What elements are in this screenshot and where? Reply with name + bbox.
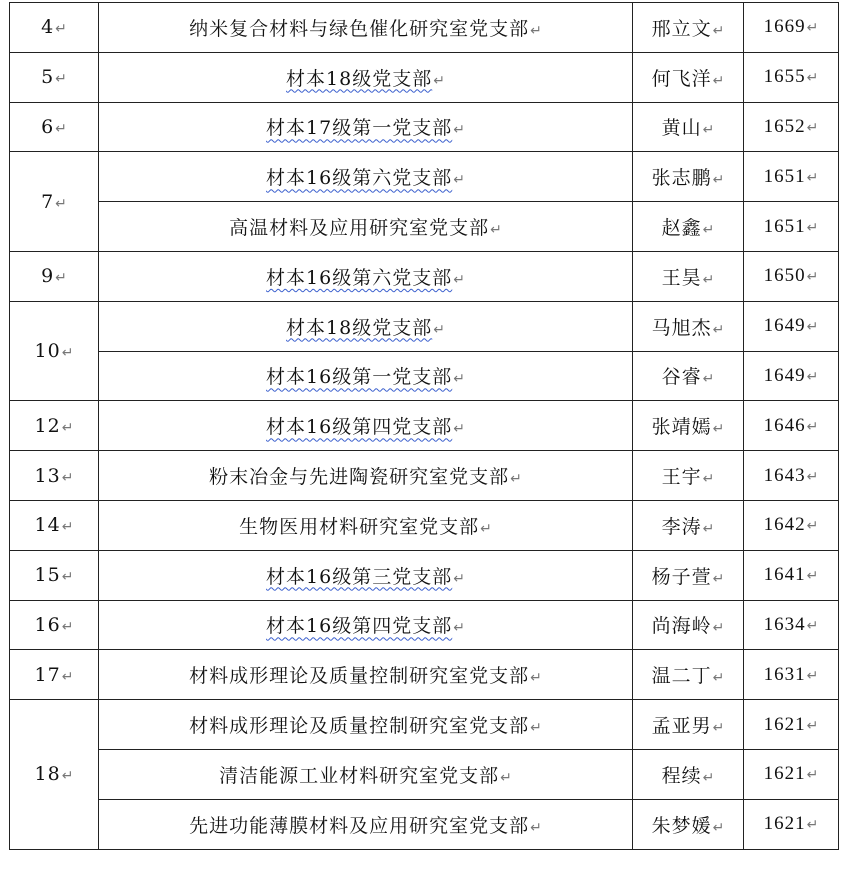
paragraph-mark-icon: ↵ — [453, 271, 465, 288]
paragraph-mark-icon: ↵ — [806, 518, 819, 535]
rank-cell — [10, 700, 99, 849]
paragraph-mark-icon: ↵ — [55, 270, 67, 287]
paragraph-mark-icon: ↵ — [806, 418, 819, 435]
secretary-cell-text: 杨子萱 — [651, 565, 712, 588]
paragraph-mark-icon: ↵ — [453, 421, 465, 438]
paragraph-mark-icon: ↵ — [806, 568, 819, 585]
paragraph-mark-icon: ↵ — [61, 668, 74, 685]
paragraph-mark-icon: ↵ — [61, 569, 74, 586]
secretary-cell-text: 尚海岭 — [651, 615, 712, 638]
score-cell-text: 1651 — [763, 215, 806, 237]
paragraph-mark-icon: ↵ — [433, 321, 445, 338]
rank-cell — [10, 401, 99, 451]
secretary-cell — [633, 550, 744, 600]
paragraph-mark-icon: ↵ — [55, 21, 67, 38]
secretary-cell-text: 王宇 — [661, 466, 702, 489]
table-row — [10, 799, 839, 849]
paragraph-mark-icon: ↵ — [806, 468, 819, 485]
branch-name-cell-text: 先进功能薄膜材料及应用研究室党支部 — [189, 814, 530, 837]
score-cell — [744, 700, 839, 750]
paragraph-mark-icon: ↵ — [702, 122, 715, 139]
rank-cell-text: 5 — [41, 66, 55, 89]
branch-name-cell-text: 材料成形理论及质量控制研究室党支部 — [189, 665, 530, 688]
paragraph-mark-icon: ↵ — [806, 368, 819, 385]
rank-cell — [10, 52, 99, 102]
secretary-cell — [633, 301, 744, 351]
score-cell-text: 1642 — [763, 514, 806, 536]
paragraph-mark-icon: ↵ — [530, 670, 542, 687]
score-cell-text: 1643 — [763, 464, 806, 486]
secretary-cell — [633, 3, 744, 53]
paragraph-mark-icon: ↵ — [61, 618, 74, 635]
paragraph-mark-icon: ↵ — [806, 767, 819, 784]
secretary-cell — [633, 152, 744, 202]
branch-name-cell-text: 清洁能源工业材料研究室党支部 — [219, 764, 500, 787]
paragraph-mark-icon: ↵ — [61, 519, 74, 536]
score-cell — [744, 600, 839, 650]
score-cell-text: 1621 — [763, 713, 806, 735]
branch-name-cell-text: 纳米复合材料与绿色催化研究室党支部 — [189, 17, 530, 40]
secretary-cell — [633, 500, 744, 550]
rank-cell — [10, 152, 99, 252]
secretary-cell — [633, 600, 744, 650]
secretary-cell-text: 张靖嫣 — [651, 416, 712, 439]
branch-name-cell — [99, 700, 633, 750]
branch-name-cell-text: 材本17级第一党支部 — [266, 117, 453, 140]
score-cell-text: 1655 — [763, 66, 806, 88]
table-row — [10, 52, 839, 102]
secretary-cell — [633, 351, 744, 401]
paragraph-mark-icon: ↵ — [806, 70, 819, 87]
score-cell — [744, 351, 839, 401]
rank-cell — [10, 451, 99, 501]
rank-cell-text: 12 — [34, 414, 61, 437]
branch-name-cell-text: 材本16级第四党支部 — [266, 615, 453, 638]
branch-name-cell — [99, 52, 633, 102]
score-cell — [744, 401, 839, 451]
branch-name-cell — [99, 600, 633, 650]
paragraph-mark-icon: ↵ — [61, 469, 74, 486]
table-row — [10, 749, 839, 799]
paragraph-mark-icon: ↵ — [453, 122, 465, 139]
branch-name-cell-text: 高温材料及应用研究室党支部 — [229, 217, 490, 240]
table-row — [10, 650, 839, 700]
paragraph-mark-icon: ↵ — [433, 72, 445, 89]
ranking-table-body — [10, 3, 839, 850]
branch-name-cell-text: 生物医用材料研究室党支部 — [239, 515, 480, 538]
paragraph-mark-icon: ↵ — [500, 769, 512, 786]
score-cell — [744, 3, 839, 53]
branch-name-cell-text: 材本16级第四党支部 — [266, 416, 453, 439]
secretary-cell-text: 朱梦媛 — [651, 814, 712, 837]
paragraph-mark-icon: ↵ — [530, 819, 542, 836]
paragraph-mark-icon: ↵ — [702, 520, 715, 537]
secretary-cell — [633, 451, 744, 501]
rank-cell-text: 14 — [34, 514, 61, 537]
score-cell — [744, 301, 839, 351]
table-row — [10, 202, 839, 252]
paragraph-mark-icon: ↵ — [806, 617, 819, 634]
secretary-cell — [633, 799, 744, 849]
secretary-cell-text: 赵鑫 — [661, 217, 702, 240]
paragraph-mark-icon: ↵ — [530, 22, 542, 39]
secretary-cell-text: 温二丁 — [651, 665, 712, 688]
branch-name-cell-text: 粉末冶金与先进陶瓷研究室党支部 — [209, 466, 510, 489]
table-row — [10, 401, 839, 451]
secretary-cell-text: 张志鹏 — [651, 167, 712, 190]
branch-name-cell — [99, 102, 633, 152]
paragraph-mark-icon: ↵ — [806, 817, 819, 834]
score-cell — [744, 251, 839, 301]
score-cell-text: 1650 — [763, 265, 806, 287]
paragraph-mark-icon: ↵ — [712, 172, 725, 189]
paragraph-mark-icon: ↵ — [712, 670, 725, 687]
paragraph-mark-icon: ↵ — [712, 570, 725, 587]
rank-cell-text: 15 — [34, 564, 61, 587]
branch-name-cell-text: 材本18级党支部 — [286, 67, 433, 90]
paragraph-mark-icon: ↵ — [712, 720, 725, 737]
paragraph-mark-icon: ↵ — [453, 570, 465, 587]
score-cell-text: 1669 — [763, 16, 806, 38]
paragraph-mark-icon: ↵ — [702, 471, 715, 488]
paragraph-mark-icon: ↵ — [806, 667, 819, 684]
branch-name-cell — [99, 401, 633, 451]
rank-cell — [10, 600, 99, 650]
branch-name-cell — [99, 351, 633, 401]
paragraph-mark-icon: ↵ — [453, 371, 465, 388]
paragraph-mark-icon: ↵ — [61, 345, 74, 362]
branch-name-cell — [99, 650, 633, 700]
score-cell-text: 1641 — [763, 564, 806, 586]
paragraph-mark-icon: ↵ — [702, 222, 715, 239]
score-cell-text: 1621 — [763, 813, 806, 835]
rank-cell-text: 9 — [41, 265, 55, 288]
paragraph-mark-icon: ↵ — [61, 768, 74, 785]
secretary-cell-text: 马旭杰 — [651, 316, 712, 339]
score-cell-text: 1651 — [763, 165, 806, 187]
secretary-cell — [633, 700, 744, 750]
paragraph-mark-icon: ↵ — [55, 120, 67, 137]
paragraph-mark-icon: ↵ — [480, 520, 492, 537]
paragraph-mark-icon: ↵ — [702, 271, 715, 288]
paragraph-mark-icon: ↵ — [712, 22, 725, 39]
branch-name-cell — [99, 749, 633, 799]
secretary-cell — [633, 401, 744, 451]
secretary-cell-text: 谷睿 — [661, 366, 702, 389]
table-row — [10, 3, 839, 53]
paragraph-mark-icon: ↵ — [806, 219, 819, 236]
table-row — [10, 451, 839, 501]
rank-cell — [10, 650, 99, 700]
table-row — [10, 351, 839, 401]
secretary-cell — [633, 749, 744, 799]
rank-cell-text: 4 — [41, 16, 55, 39]
paragraph-mark-icon: ↵ — [806, 169, 819, 186]
rank-cell-text: 6 — [41, 115, 55, 138]
score-cell-text: 1649 — [763, 364, 806, 386]
table-row — [10, 500, 839, 550]
branch-name-cell — [99, 451, 633, 501]
table-row — [10, 301, 839, 351]
branch-name-cell-text: 材料成形理论及质量控制研究室党支部 — [189, 715, 530, 738]
rank-cell-text: 13 — [34, 464, 61, 487]
secretary-cell-text: 李涛 — [661, 515, 702, 538]
paragraph-mark-icon: ↵ — [510, 471, 522, 488]
secretary-cell-text: 程续 — [661, 764, 702, 787]
paragraph-mark-icon: ↵ — [806, 119, 819, 136]
score-cell — [744, 550, 839, 600]
paragraph-mark-icon: ↵ — [530, 720, 542, 737]
rank-cell — [10, 550, 99, 600]
score-cell-text: 1634 — [763, 613, 806, 635]
score-cell — [744, 102, 839, 152]
paragraph-mark-icon: ↵ — [712, 620, 725, 637]
score-cell-text: 1621 — [763, 763, 806, 785]
secretary-cell — [633, 102, 744, 152]
rank-cell — [10, 251, 99, 301]
score-cell — [744, 749, 839, 799]
rank-cell — [10, 3, 99, 53]
paragraph-mark-icon: ↵ — [806, 717, 819, 734]
branch-name-cell — [99, 251, 633, 301]
table-row — [10, 550, 839, 600]
rank-cell-text: 18 — [34, 763, 61, 786]
paragraph-mark-icon: ↵ — [453, 620, 465, 637]
table-row — [10, 700, 839, 750]
secretary-cell — [633, 650, 744, 700]
table-row — [10, 251, 839, 301]
secretary-cell-text: 邢立文 — [651, 17, 712, 40]
branch-name-cell-text: 材本16级第六党支部 — [266, 266, 453, 289]
secretary-cell — [633, 202, 744, 252]
secretary-cell-text: 王昊 — [661, 266, 702, 289]
paragraph-mark-icon: ↵ — [712, 72, 725, 89]
rank-cell-text: 10 — [34, 340, 61, 363]
rank-cell — [10, 102, 99, 152]
table-row — [10, 600, 839, 650]
paragraph-mark-icon: ↵ — [61, 419, 74, 436]
rank-cell — [10, 500, 99, 550]
score-cell — [744, 650, 839, 700]
paragraph-mark-icon: ↵ — [806, 319, 819, 336]
rank-cell-text: 17 — [34, 663, 61, 686]
branch-name-cell-text: 材本16级第六党支部 — [266, 167, 453, 190]
score-cell — [744, 500, 839, 550]
branch-name-cell — [99, 500, 633, 550]
score-cell-text: 1649 — [763, 315, 806, 337]
branch-name-cell-text: 材本16级第一党支部 — [266, 366, 453, 389]
paragraph-mark-icon: ↵ — [55, 71, 67, 88]
rank-cell-text: 7 — [41, 190, 55, 213]
table-row — [10, 152, 839, 202]
score-cell — [744, 52, 839, 102]
score-cell-text: 1646 — [763, 414, 806, 436]
paragraph-mark-icon: ↵ — [453, 172, 465, 189]
paragraph-mark-icon: ↵ — [702, 371, 715, 388]
branch-name-cell — [99, 202, 633, 252]
secretary-cell-text: 孟亚男 — [651, 715, 712, 738]
paragraph-mark-icon: ↵ — [712, 819, 725, 836]
paragraph-mark-icon: ↵ — [712, 421, 725, 438]
score-cell-text: 1652 — [763, 115, 806, 137]
branch-name-cell — [99, 152, 633, 202]
paragraph-mark-icon: ↵ — [702, 769, 715, 786]
secretary-cell — [633, 251, 744, 301]
branch-name-cell — [99, 799, 633, 849]
score-cell — [744, 202, 839, 252]
rank-cell — [10, 301, 99, 401]
branch-name-cell-text: 材本16级第三党支部 — [266, 565, 453, 588]
branch-name-cell — [99, 301, 633, 351]
paragraph-mark-icon: ↵ — [806, 20, 819, 37]
paragraph-mark-icon: ↵ — [712, 321, 725, 338]
secretary-cell-text: 何飞洋 — [651, 67, 712, 90]
ranking-table — [9, 2, 839, 850]
paragraph-mark-icon: ↵ — [55, 195, 67, 212]
branch-name-cell — [99, 550, 633, 600]
rank-cell-text: 16 — [34, 613, 61, 636]
branch-name-cell-text: 材本18级党支部 — [286, 316, 433, 339]
score-cell-text: 1631 — [763, 663, 806, 685]
table-row — [10, 102, 839, 152]
score-cell — [744, 152, 839, 202]
score-cell — [744, 451, 839, 501]
secretary-cell — [633, 52, 744, 102]
score-cell — [744, 799, 839, 849]
paragraph-mark-icon: ↵ — [490, 222, 502, 239]
branch-name-cell — [99, 3, 633, 53]
secretary-cell-text: 黄山 — [661, 117, 702, 140]
paragraph-mark-icon: ↵ — [806, 269, 819, 286]
